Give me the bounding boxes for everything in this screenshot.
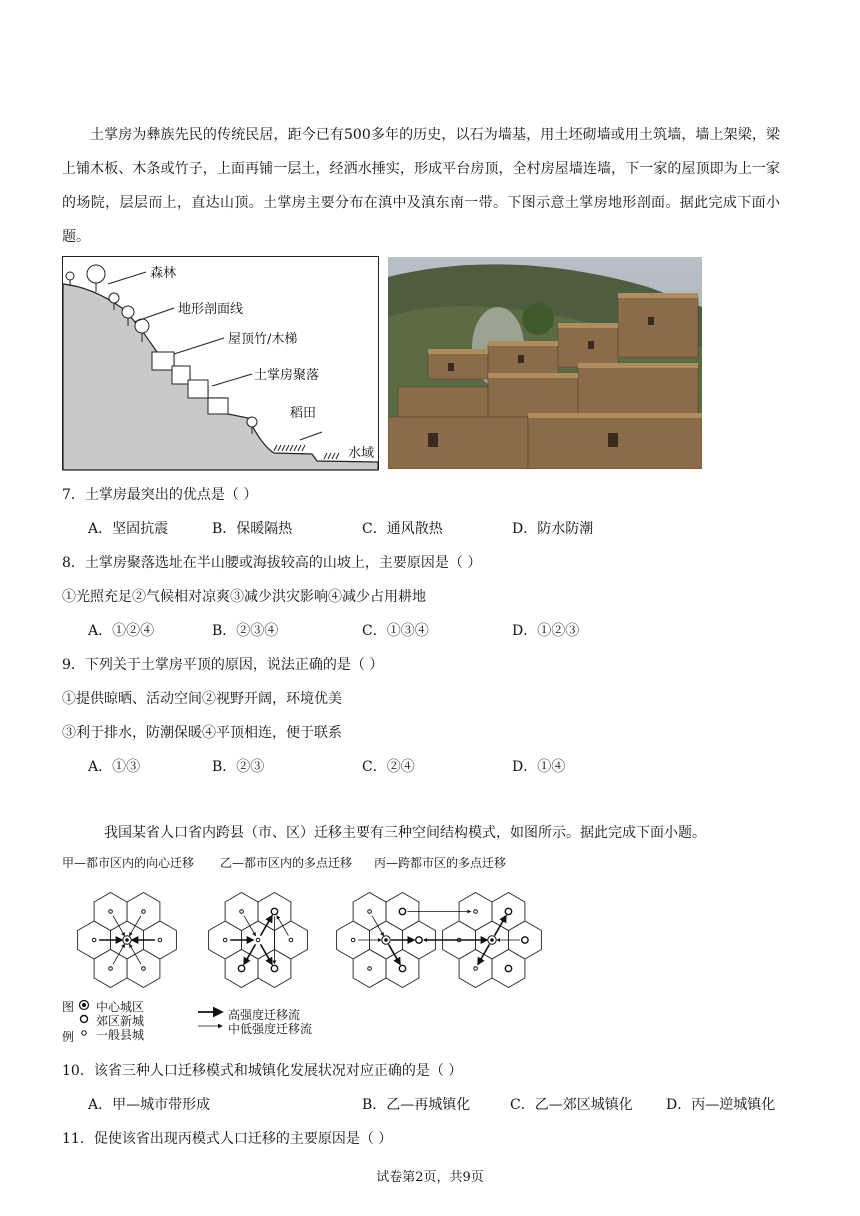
- suburban-town-dot: [399, 908, 405, 914]
- migration-pattern-figure: [62, 876, 562, 1010]
- q7-option-a[interactable]: A．坚固抗震: [88, 521, 169, 537]
- migration-hexagon-diagram: [62, 876, 562, 1006]
- label-water: 水域: [348, 446, 375, 461]
- legend-low-flow: 中低强度迁移流: [228, 1022, 313, 1036]
- county-town-dot: [142, 910, 146, 914]
- figure2-caption-bing: 丙—跨都市区的多点迁移: [374, 856, 507, 870]
- q9-option-a[interactable]: A．①③: [88, 759, 141, 775]
- county-town-dot: [142, 967, 146, 971]
- suburban-town-dot: [271, 965, 277, 971]
- county-town-dot: [223, 938, 227, 942]
- legend-arrows: [196, 1006, 226, 1032]
- terrain-profile-figure: [62, 256, 380, 475]
- village-photo: [388, 257, 702, 473]
- suburban-town-dot: [399, 965, 405, 971]
- county-town-dot: [289, 938, 293, 942]
- tuzhangfang-village-photo: [388, 257, 702, 469]
- county-town-dot: [240, 910, 244, 914]
- suburban-town-dot: [416, 937, 422, 943]
- county-town-dot: [92, 938, 96, 942]
- central-district-core: [490, 938, 494, 942]
- legend-symbols: [78, 998, 90, 1042]
- question-11-stem: 11．促使该省出现丙模式人口迁移的主要原因是（ ）: [62, 1131, 393, 1147]
- legend-county-town: 一般县城: [96, 1028, 145, 1042]
- suburban-town-dot: [238, 965, 244, 971]
- suburban-town-dot: [271, 908, 277, 914]
- county-town-dot: [474, 910, 478, 914]
- question-8-stem: 8．土掌房聚落选址在半山腰或海拔较高的山坡上，主要原因是（ ）: [62, 555, 482, 571]
- q9-statements-2: ③利于排水，防潮保暖④平顶相连，便于联系: [62, 725, 342, 741]
- q9-option-c[interactable]: C．②④: [362, 759, 415, 775]
- label-roof: 屋顶竹/木梯: [228, 332, 298, 347]
- county-town-dot: [351, 938, 355, 942]
- legend-high-flow: 高强度迁移流: [228, 1008, 301, 1022]
- q8-statements: ①光照充足②气候相对凉爽③减少洪灾影响④减少占用耕地: [62, 589, 426, 605]
- label-settlement: 土掌房聚落: [254, 368, 320, 383]
- county-town-dot: [368, 967, 372, 971]
- label-paddy: 稻田: [290, 406, 317, 421]
- passage-migration: 我国某省人口省内跨县（市、区）迁移主要有三种空间结构模式，如图所示。据此完成下面小题。: [104, 825, 706, 841]
- figure2-caption-yi: 乙—都市区内的多点迁移: [220, 856, 353, 870]
- q10-option-d[interactable]: D．丙—逆城镇化: [666, 1097, 776, 1113]
- legend-title-2: 例: [62, 1030, 75, 1044]
- q7-option-d[interactable]: D．防水防潮: [512, 521, 594, 537]
- county-town-dot: [158, 938, 162, 942]
- figure2-caption-jia: 甲—都市区内的向心迁移: [62, 856, 195, 870]
- q7-option-c[interactable]: C．通风散热: [362, 521, 443, 537]
- terrain-profile-diagram: [62, 256, 380, 471]
- q10-option-a[interactable]: A．甲—城市带形成: [88, 1097, 211, 1113]
- county-town-dot: [474, 967, 478, 971]
- q9-option-b[interactable]: B．②③: [212, 759, 265, 775]
- county-town-dot: [256, 938, 260, 942]
- county-town-dot: [109, 967, 113, 971]
- passage-tuzhangfang: 土掌房为彝族先民的传统民居，距今已有500多年的历史，以石为墙基，用土坯砌墙或用土筑墙，墙上架梁，梁上铺木板、木条或竹子，上面再铺一层土，经洒水捶实，形成平台房顶，全村房屋墙连墙，下一家的屋顶即为上一家的场院，层层而上，直达山顶。土掌房主要分布在滇中及滇东南一带。下图示意土掌房地形剖面。据此完成下面小题。: [62, 127, 780, 245]
- q10-option-c[interactable]: C．乙—郊区城镇化: [510, 1097, 633, 1113]
- central-district-core: [125, 938, 129, 942]
- legend-suburban-town: 郊区新城: [96, 1014, 145, 1028]
- q9-option-d[interactable]: D．①④: [512, 759, 566, 775]
- central-district-core: [384, 938, 388, 942]
- q8-option-c[interactable]: C．①③④: [362, 623, 429, 639]
- q8-option-d[interactable]: D．①②③: [512, 623, 580, 639]
- q9-statements-1: ①提供晾晒、活动空间②视野开阔，环境优美: [62, 691, 342, 707]
- question-7-stem: 7．土掌房最突出的优点是（ ）: [62, 487, 258, 503]
- legend-title-1: 图: [62, 1000, 75, 1014]
- suburban-town-dot: [505, 965, 511, 971]
- q10-option-b[interactable]: B．乙—再城镇化: [362, 1097, 471, 1113]
- q8-option-b[interactable]: B．②③④: [212, 623, 279, 639]
- suburban-town-dot: [522, 937, 528, 943]
- question-9-stem: 9．下列关于土掌房平顶的原因，说法正确的是（ ）: [62, 657, 384, 673]
- county-town-dot: [368, 910, 372, 914]
- county-town-dot: [109, 910, 113, 914]
- q8-option-a[interactable]: A．①②④: [88, 623, 155, 639]
- label-profile-line: 地形剖面线: [178, 302, 244, 317]
- suburban-town-dot: [505, 908, 511, 914]
- legend-central-district: 中心城区: [96, 1000, 145, 1014]
- label-forest: 森林: [150, 266, 177, 281]
- page-footer: 试卷第2页，共9页: [376, 1170, 484, 1185]
- question-10-stem: 10．该省三种人口迁移模式和城镇化发展状况对应正确的是（ ）: [62, 1063, 463, 1079]
- q7-option-b[interactable]: B．保暖隔热: [212, 521, 293, 537]
